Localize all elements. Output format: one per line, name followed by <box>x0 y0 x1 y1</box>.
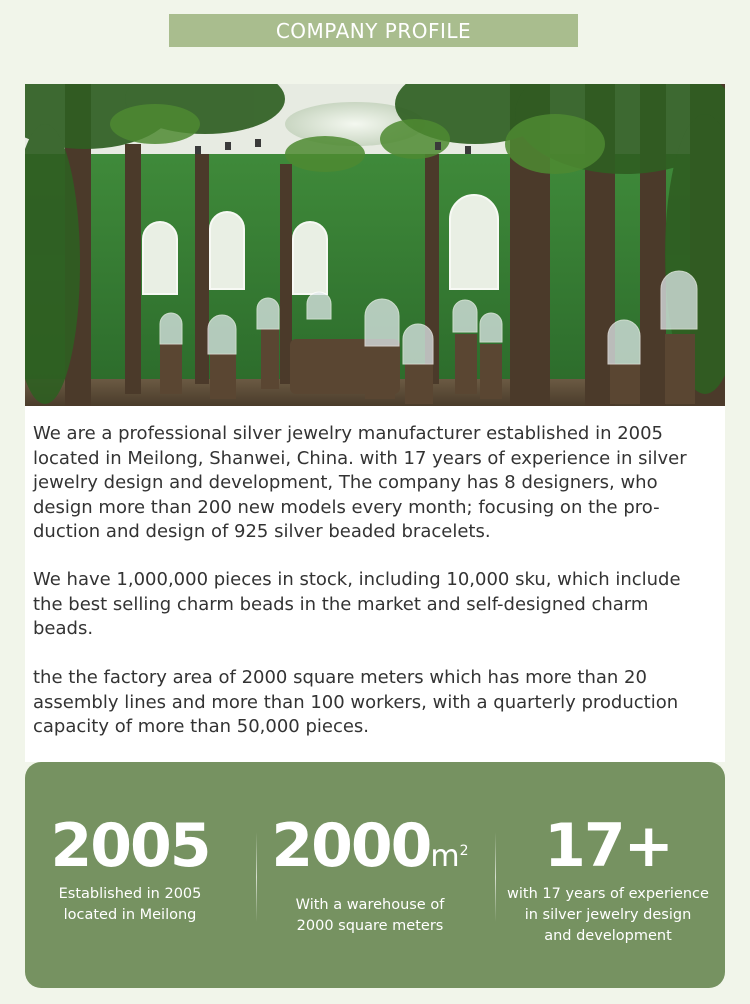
para-line: beads. <box>33 618 94 639</box>
stat-number <box>503 812 713 880</box>
stat-number <box>35 812 225 880</box>
para-line: jewelry design and development, The company has 8 designers, who <box>33 472 658 493</box>
paragraph-stock <box>33 568 723 642</box>
showroom-photo <box>25 84 725 406</box>
para-line: We have 1,000,000 pieces in stock, including 10,000 sku, which include <box>33 569 681 590</box>
para-line: the the factory area of 2000 square meters which has more than 20 <box>33 667 647 688</box>
company-description <box>25 406 725 762</box>
para-line: capacity of more than 50,000 pieces. <box>33 716 370 737</box>
para-line: We are a professional silver jewelry manufacturer established in 2005 <box>33 423 664 444</box>
para-line: the best selling charm beads in the market and self-designed charm <box>33 593 649 615</box>
unit-exponent: 2 <box>459 843 469 859</box>
stat-unit <box>430 839 468 874</box>
stat-description: Established in 2005 located in Meilong <box>58 886 202 923</box>
page-title <box>169 14 578 47</box>
para-line: design more than 200 new models every month; focusing on the pro- <box>33 496 660 518</box>
paragraph-intro <box>33 422 723 545</box>
stat-experience <box>503 812 713 947</box>
page-title-text: COMPANY PROFILE <box>275 18 472 43</box>
stat-description: With a warehouse of 2000 square meters <box>295 897 445 934</box>
jewelry-showroom-photo <box>25 84 725 406</box>
stat-divider <box>256 832 257 922</box>
paragraph-factory <box>33 666 723 740</box>
stat-value: 2005 <box>50 811 210 881</box>
stat-founded <box>35 812 225 926</box>
para-line: duction and design of 925 silver beaded bracelets. <box>33 521 491 542</box>
stat-value: 17+ <box>544 811 672 881</box>
unit-label: m <box>430 839 460 874</box>
para-line: located in Meilong, Shanwei, China. with 17 years of experience in silver <box>33 447 687 469</box>
stat-divider <box>495 832 496 922</box>
para-line: assembly lines and more than 100 workers, with a quarterly production <box>33 691 679 713</box>
stat-warehouse <box>265 812 475 937</box>
stat-number <box>265 812 475 891</box>
stats-panel <box>25 762 725 988</box>
stat-value: 2000 <box>271 811 431 881</box>
stat-description: with 17 years of experience in silver jewelry design and development <box>507 886 709 944</box>
